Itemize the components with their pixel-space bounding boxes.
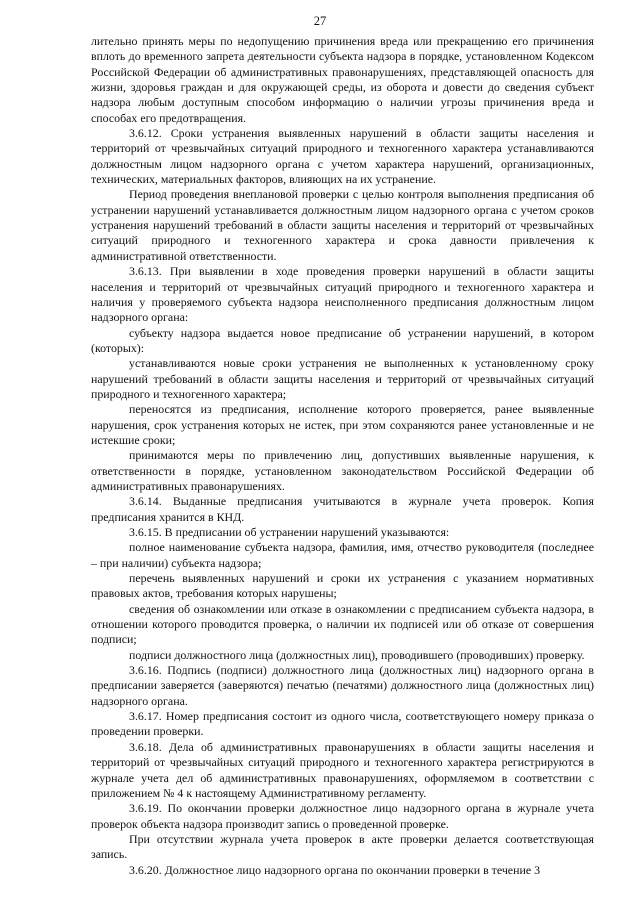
- list-item-violations-list: перечень выявленных нарушений и сроки их устранения с указанием нормативных правовых актов, требования которых нарушены;: [91, 571, 594, 601]
- paragraph-3-6-14: 3.6.14. Выданные предписания учитываются в журнале учета проверок. Копия предписания хранится в КНД.: [91, 494, 594, 524]
- page-number: 27: [313, 14, 327, 28]
- paragraph-3-6-17: 3.6.17. Номер предписания состоит из одного числа, соответствующего номеру приказа о проведении проверки.: [91, 709, 594, 739]
- paragraph-3-6-19: 3.6.19. По окончании проверки должностное лицо надзорного органа в журнале учета проверок объекта надзора производит запись о проведенной проверке.: [91, 801, 594, 831]
- paragraph-continuation: лительно принять меры по недопущению причинения вреда или прекращению его причинения вплоть до временного запрета деятельности субъекта надзора в порядке, установленном Кодексом Российской Федерации об административных правонарушениях, представляющей опасность для жизни, здоровья граждан и для окружающей среды, из оборота и довести до сведения субъект надзора любым доступным способом информацию о наличии угрозы причинения вреда и способах его предотвращения.: [91, 34, 594, 125]
- paragraph-no-journal: При отсутствии журнала учета проверок в акте проверки делается соответствующая запись.: [91, 831, 594, 862]
- list-item-subject-name: полное наименование субъекта надзора, фамилия, имя, отчество руководителя (последнее – при наличии) субъекта надзора;: [91, 540, 594, 570]
- body-text: [91, 34, 594, 878]
- list-item-new-order: субъекту надзора выдается новое предписание об устранении нарушений, в котором (которых):: [91, 325, 594, 355]
- list-item-transferred-violations: переносятся из предписания, исполнение которого проверяется, ранее выявленные нарушения, срок устранения которых не истек, при этом сохраняются ранее установленные и не истекшие сроки;: [91, 402, 594, 447]
- paragraph-3-6-12: 3.6.12. Сроки устранения выявленных нарушений в области защиты населения и территорий от чрезвычайных ситуаций природного и техногенного характера устанавливаются должностным лицом надзорного органа с учетом характера нарушений, организационных, технических, материальных факторов, влияющих на их устранение.: [91, 126, 594, 187]
- paragraph-unscheduled-inspection-period: Период проведения внеплановой проверки с целью контроля выполнения предписания об устранении нарушений устанавливается должностным лицом надзорного органа с учетом сроков устранения нарушений требований в области защиты населения и территорий от чрезвычайных ситуаций природного и техногенного характера и срока давности привлечения к административной ответственности.: [91, 187, 594, 263]
- paragraph-3-6-15: 3.6.15. В предписании об устранении нарушений указываются:: [129, 525, 450, 539]
- list-item-new-deadlines: устанавливаются новые сроки устранения не выполненных к установленному сроку нарушений требований в области защиты населения и территорий от чрезвычайных ситуаций природного и техногенного характера;: [91, 356, 594, 401]
- list-item-signatures: подписи должностного лица (должностных лиц), проводившего (проводивших) проверку.: [129, 647, 585, 662]
- list-item-acknowledgement: сведения об ознакомлении или отказе в ознакомлении с предписанием субъекта надзора, в отношении которого проводится проверка, о наличии их подписей или об отказе от совершения подписи;: [91, 601, 594, 647]
- paragraph-3-6-13: 3.6.13. При выявлении в ходе проведения проверки нарушений в области защиты населения и территорий от чрезвычайных ситуаций природного и техногенного характера и наличия у проверяемого субъекта надзора неисполненного предписания должностным лицом надзорного органа:: [91, 264, 594, 325]
- paragraph-3-6-20: 3.6.20. Должностное лицо надзорного органа по окончании проверки в течение 3: [129, 862, 541, 877]
- paragraph-3-6-16: 3.6.16. Подпись (подписи) должностного лица (должностных лиц) надзорного органа в предписании заверяется (заверяются) печатью (печатями) должностного лица (должностных лиц) надзорного органа.: [91, 663, 594, 708]
- paragraph-3-6-18: 3.6.18. Дела об административных правонарушениях в области защиты населения и территорий от чрезвычайных ситуаций природного и техногенного характера регистрируются в журнале учета дел об административных правонарушениях, оформляемом в соответствии с приложением № 4 к настоящему Административному регламенту.: [91, 739, 594, 800]
- list-item-liability-measures: принимаются меры по привлечению лиц, допустивших выявленные нарушения, к ответственности в порядке, установленном законодательством Российской Федерации об административных правонарушениях.: [91, 448, 594, 493]
